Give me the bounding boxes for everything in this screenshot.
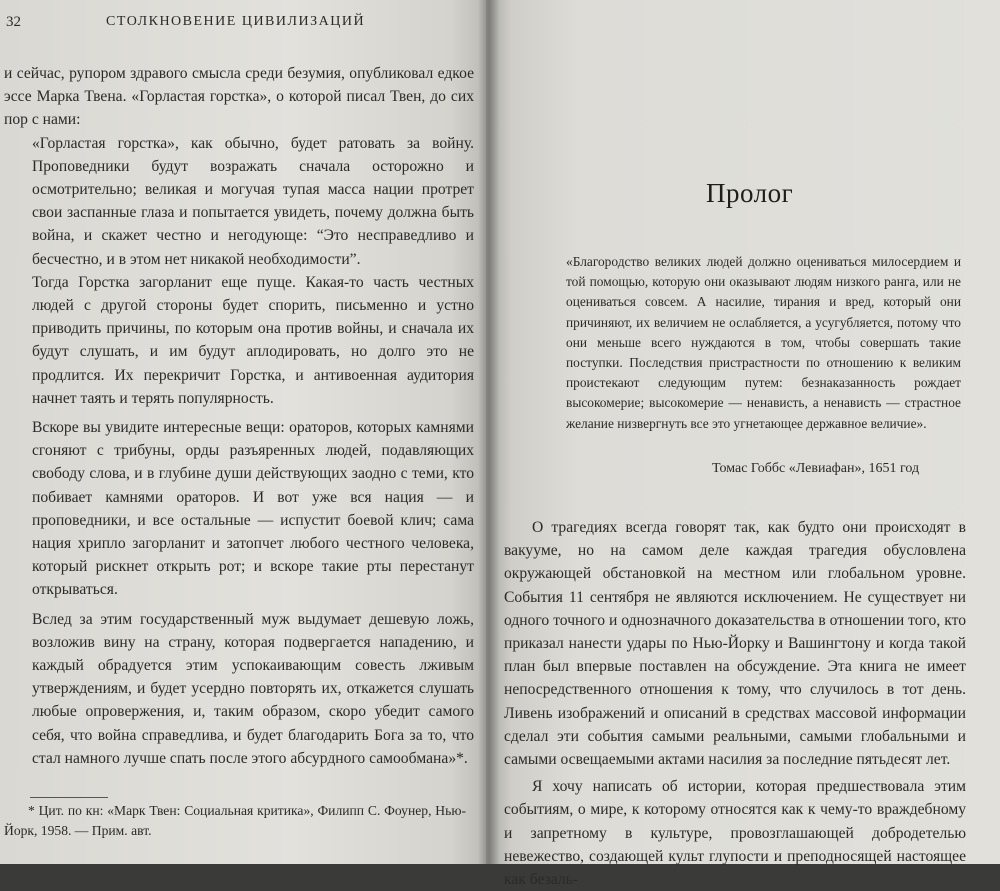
paragraph: и сейчас, рупором здравого смысла среди безумия, опубликовал едкое эссе Марка Твена. «Горластая горстка», о которой писал Твен, до сих пор с нами: xyxy=(4,65,474,129)
footnote-rule xyxy=(30,797,108,798)
paragraph: Я хочу написать об истории, которая предшествовала этим событиям, о мире, к которому относятся как к чему-то враждебному и запретному в культуре, провозглашающей добродетелью невежество, создающей культ глупости и преподносящей настоящее как безаль- xyxy=(504,778,966,889)
right-body-text xyxy=(504,516,966,891)
page-number: 32 xyxy=(6,14,21,30)
left-body-text xyxy=(4,62,474,770)
epigraph: «Благородство великих людей должно оцениваться милосердием и той помощью, которую они оказывают людям низкого ранга, или не оцениваться совсем. А насилие, тирания и вред, который они причиняют, их величием не ослабляется, а усугубляется, потому что они меньше всего нуждаются в том, чтобы совершать такие поступки. Последствия пристрастности по отношению к великим проистекают следующим путем: безнаказанность рождает высокомерие; высокомерие — ненависть, а ненависть — страстное желание низвергнуть все это угнетающее державное величие». xyxy=(566,254,961,431)
book-gutter xyxy=(478,0,500,864)
running-head xyxy=(6,14,476,36)
running-title: СТОЛКНОВЕНИЕ ЦИВИЛИЗАЦИЙ xyxy=(106,14,366,29)
epigraph-attribution: Томас Гоббс «Левиафан», 1651 год xyxy=(712,461,920,476)
footnote: * Цит. по кн: «Марк Твен: Социальная критика», Филипп С. Фоунер, Нью-Йорк, 1958. — Прим. авт. xyxy=(4,803,466,838)
block-quote-paragraph: Вслед за этим государственный муж выдумает дешевую ложь, возложив вину на страну, которая подвергается нападению, и каждый обрадуется этим успокаивающим совесть лживым утверждениям, и будет усердно повторять их, откажется слушать любые опровержения, и, таким образом, скоро убедит самого себя, что война справедлива, и будет благодарить Бога за то, что стал намного лучше спать после этого абсурдного самообмана»*. xyxy=(32,610,474,767)
block-quote-paragraph: Вскоре вы увидите интересные вещи: ораторов, которых камнями сгоняют с трибуны, орды разъяренных людей, подавляющих свободу слова, и в глубине души действующих заодно с теми, кто побивает камнями ораторов. И вот уже вся нация — и проповедники, и все остальные — испустит боевой клич; сама нация хрипло загорланит и затопчет любого честного человека, который рискнет открыть рот; и вскоре такие рты перестанут открываться. xyxy=(32,419,474,599)
block-quote-paragraph: Тогда Горстка загорланит еще пуще. Какая-то часть честных людей с другой стороны будет спорить, письменно и устно приводить причины, по которым она против войны, и сначала их будут слушать, и им будут аплодировать, но долго это не продлится. Их перекричит Горстка, и антивоенная аудитория начнет таять и терять популярность. xyxy=(32,273,474,407)
paragraph: О трагедиях всегда говорят так, как будто они происходят в вакууме, но на самом деле каждая трагедия обусловлена окружающей обстановкой на местном или глобальном уровне. События 11 сентября не являются исключением. Не существует ни одного точного и однозначного доказательства в отношении того, кто приказал нанести удары по Нью-Йорку и Вашингтону и когда такой план был впервые поставлен на обсуждение. Эта книга не имеет непосредственного отношения к тому, что случилось в тот день. Ливень изображений и описаний в средствах массовой информации сделал эти события самыми реальными, самыми глобальными и самыми освещаемыми актами насилия за последние пятьдесят лет. xyxy=(504,519,966,769)
block-quote-paragraph: «Горластая горстка», как обычно, будет ратовать за войну. Проповедники будут возражать сначала осторожно и осмотрительно; великая и могучая тупая масса нации протрет свои заспанные глаза и попытается увидеть, почему должна быть война, и скажет честно и негодующе: “Это несправедливо и бесчестно, и в этом нет никакой необходимости”. xyxy=(32,134,474,268)
left-page xyxy=(0,0,490,864)
chapter-title: Пролог xyxy=(706,178,794,208)
right-page xyxy=(486,0,1000,889)
